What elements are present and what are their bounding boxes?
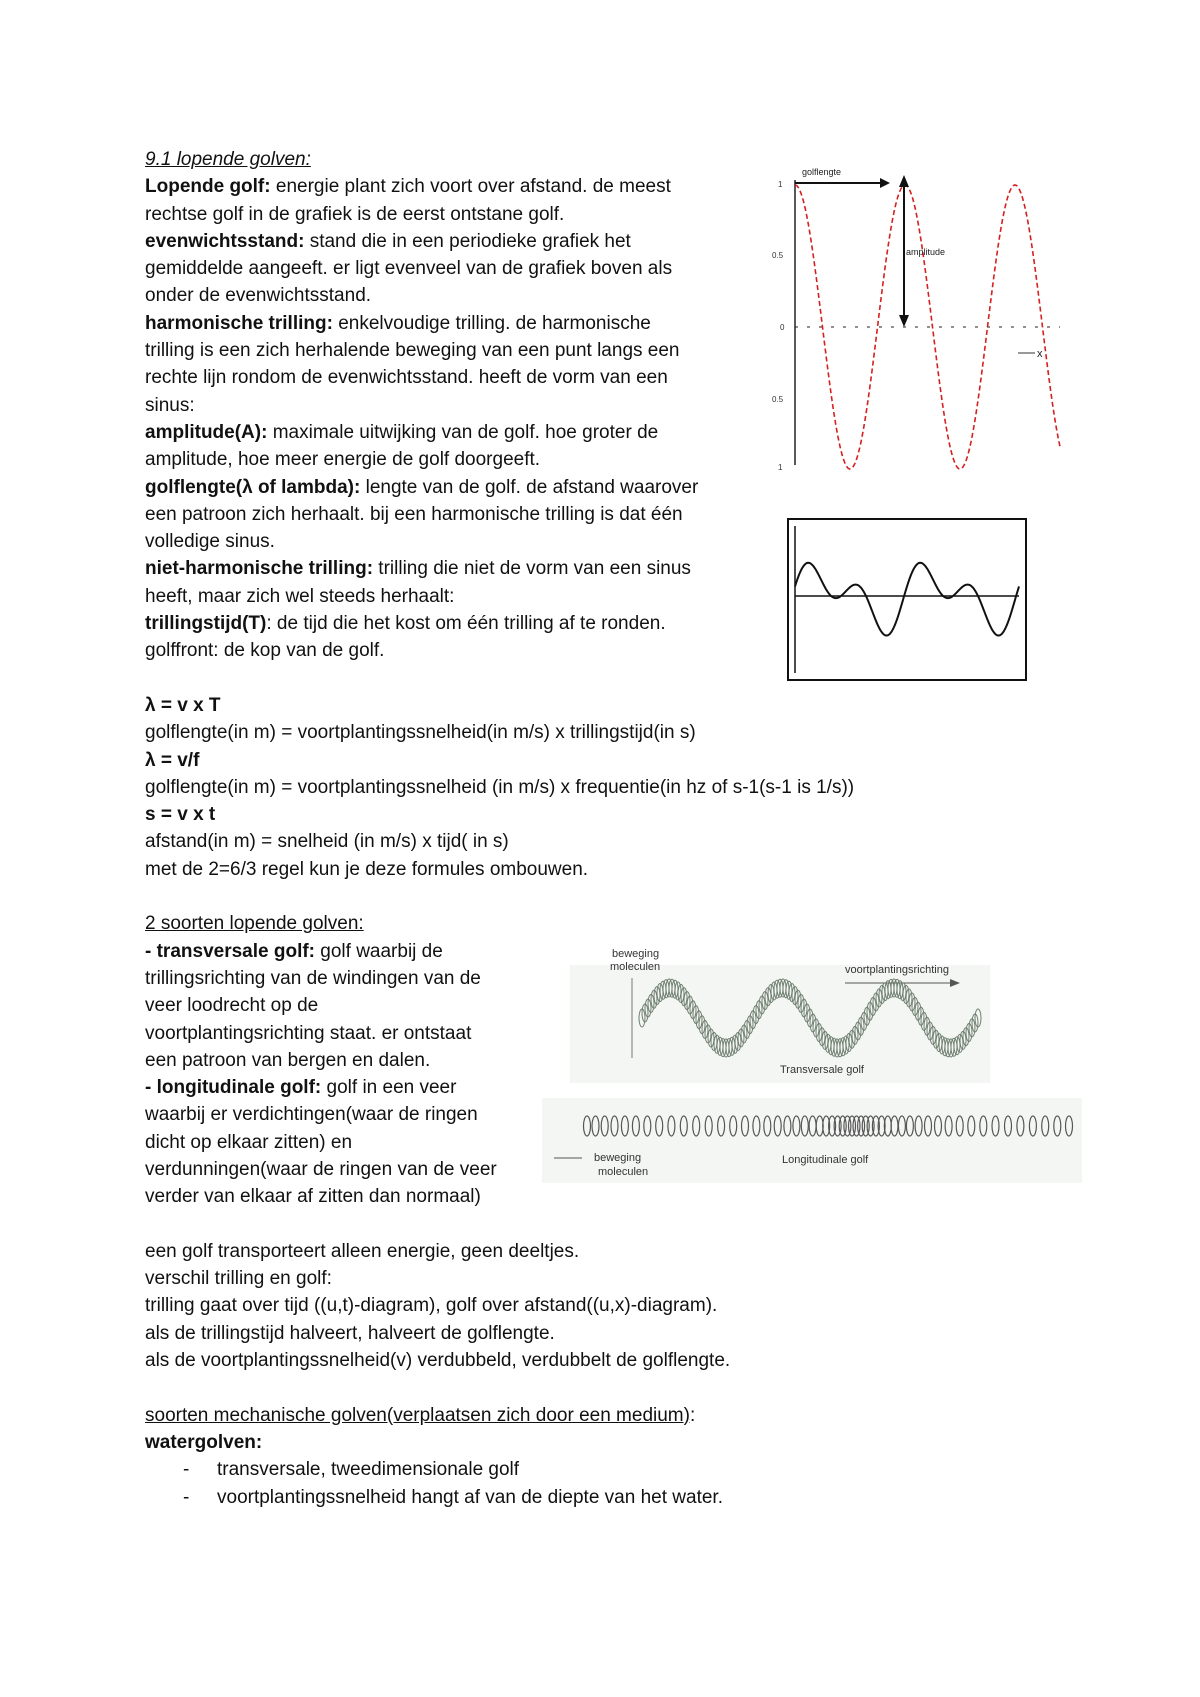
formulas xyxy=(145,692,1075,856)
definition-text: volledige sinus. xyxy=(145,531,275,553)
definition-text: een patroon zich herhaalt. bij een harmonische trilling is dat één xyxy=(145,503,683,525)
amplitude-arrowhead-top xyxy=(899,175,909,187)
definition-term: golflengte(λ of lambda): xyxy=(145,476,361,498)
sine-wave-figure xyxy=(770,165,1070,475)
y-tick-m05: 0.5 xyxy=(772,395,784,404)
bullet-marker: - xyxy=(183,1459,190,1481)
soort-text: verdunningen(waar de ringen van de veer xyxy=(145,1158,497,1180)
y-tick-0: 0 xyxy=(780,323,785,332)
fact-line: als de voortplantingssnelheid(v) verdubbeld, verdubbelt de golflengte. xyxy=(145,1350,731,1372)
definition-text: lengte van de golf. de afstand waarover xyxy=(360,476,699,498)
definition-text: heeft, maar zich wel steeds herhaalt: xyxy=(145,585,455,607)
definition-text: rechte lijn rondom de evenwichtsstand. heeft de vorm van een xyxy=(145,367,668,389)
y-tick-1: 1 xyxy=(778,180,783,189)
beweging-label: beweging xyxy=(612,948,660,960)
definition-text: maximale uitwijking van de golf. hoe groter de xyxy=(267,421,659,443)
definition-text: stand die in een periodieke grafiek het xyxy=(304,230,631,252)
golffront-line: golffront: de kop van de golf. xyxy=(145,640,385,662)
heading-mechanische-golven xyxy=(145,1402,1075,1429)
formula-description: golflengte(in m) = voortplantingssnelheid(in m/s) x trillingstijd(in s) xyxy=(145,722,696,744)
definition-term: amplitude(A): xyxy=(145,421,268,443)
bullet-text: voortplantingssnelheid hangt af van de diepte van het water. xyxy=(217,1486,723,1508)
y-tick-m1: 1 xyxy=(778,463,783,472)
formula: λ = v/f xyxy=(145,749,200,771)
regel-line: met de 2=6/3 regel kun je deze formules ombouwen. xyxy=(145,858,589,880)
moleculen-label: moleculen xyxy=(610,961,661,973)
golflengte-label: golflengte xyxy=(802,167,842,177)
heading-colon: : xyxy=(689,1404,696,1426)
facts xyxy=(145,1238,1075,1374)
soort-text: waarbij er verdichtingen(waar de ringen xyxy=(145,1104,478,1126)
definition-text: energie plant zich voort over afstand. de meest xyxy=(270,176,671,198)
definition-term: trillingstijd(T) xyxy=(145,613,267,635)
definition-text: amplitude, hoe meer energie de golf doorgeeft. xyxy=(145,449,541,471)
soort-text: een patroon van bergen en dalen. xyxy=(145,1049,431,1071)
non-harmonic-wave-figure xyxy=(787,518,1027,681)
formula-description: afstand(in m) = snelheid (in m/s) x tijd( in s) xyxy=(145,831,509,853)
bullet-text: transversale, tweedimensionale golf xyxy=(217,1459,520,1481)
definition-text: rechtse golf in de grafiek is de eerst ontstane golf. xyxy=(145,203,565,225)
definition-text: : de tijd die het kost om één trilling af te ronden. xyxy=(266,613,666,635)
fact-line: een golf transporteert alleen energie, geen deeltjes. xyxy=(145,1240,580,1262)
formula: s = v x t xyxy=(145,804,216,826)
figure-frame xyxy=(788,519,1026,680)
definition-term: harmonische trilling: xyxy=(145,312,333,334)
soort-line xyxy=(145,1183,1075,1210)
fact-line: als de trillingstijd halveert, halveert de golflengte. xyxy=(145,1322,555,1344)
amplitude-arrowhead-bottom xyxy=(899,315,909,327)
bullet-item xyxy=(145,1484,1075,1511)
definition-text: trilling die niet de vorm van een sinus xyxy=(373,558,691,580)
soort-text: trillingsrichting van de windingen van de xyxy=(145,967,481,989)
definition-term: evenwichtsstand: xyxy=(145,230,305,252)
soort-text: golf in een veer xyxy=(321,1077,457,1099)
fact-line: verschil trilling en golf: xyxy=(145,1268,332,1290)
soort-text: voortplantingsrichting staat. er ontstaat xyxy=(145,1022,472,1044)
watergolven-heading: watergolven: xyxy=(145,1431,263,1453)
voortplanting-label: voortplantingsrichting xyxy=(845,964,949,976)
bullet-item xyxy=(145,1456,1075,1483)
definition-text: onder de evenwichtsstand. xyxy=(145,285,372,307)
bullet-marker: - xyxy=(183,1486,190,1508)
fact-line: trilling gaat over tijd ((u,t)-diagram), golf over afstand((u,x)-diagram). xyxy=(145,1295,718,1317)
definition-text: gemiddelde aangeeft. er ligt evenveel van de grafiek boven als xyxy=(145,258,673,280)
formula-description: golflengte(in m) = voortplantingssnelheid (in m/s) x frequentie(in hz of s-1(s-1 is 1/s)) xyxy=(145,776,855,798)
soort-text: golf waarbij de xyxy=(315,940,443,962)
soort-text: dicht op elkaar zitten) en xyxy=(145,1131,353,1153)
definition-term: niet-harmonische trilling: xyxy=(145,558,374,580)
transversale-caption: Transversale golf xyxy=(780,1064,864,1076)
definition-text: enkelvoudige trilling. de harmonische xyxy=(332,312,651,334)
definition-text: trilling is een zich herhalende beweging van een punt langs een xyxy=(145,340,680,362)
definition-text: sinus: xyxy=(145,394,195,416)
y-tick-05: 0.5 xyxy=(772,251,784,260)
soort-term: - longitudinale golf: xyxy=(145,1077,322,1099)
heading-mechanische-text: soorten mechanische golven(verplaatsen zich door een medium) xyxy=(145,1404,690,1426)
golflengte-arrowhead xyxy=(880,178,890,188)
heading-soorten: 2 soorten lopende golven: xyxy=(145,913,364,935)
heading-lopende-golven: 9.1 lopende golven: xyxy=(145,149,311,170)
soort-text: veer loodrecht op de xyxy=(145,995,319,1017)
soort-text: verder van elkaar af zitten dan normaal) xyxy=(145,1186,481,1208)
soort-term: - transversale golf: xyxy=(145,940,315,962)
beweging-label: beweging xyxy=(594,1152,642,1164)
moleculen-label: moleculen xyxy=(598,1166,649,1178)
bullet-list xyxy=(145,1456,1075,1511)
longitudinale-golf-figure xyxy=(542,1098,1082,1183)
formula: λ = v x T xyxy=(145,694,221,716)
x-axis-label: x xyxy=(1037,348,1043,360)
transversale-golf-figure xyxy=(570,943,990,1083)
definition-line xyxy=(145,474,1075,501)
amplitude-label: amplitude xyxy=(906,247,946,257)
longitudinale-caption: Longitudinale golf xyxy=(782,1154,869,1166)
definition-term: Lopende golf: xyxy=(145,176,271,198)
